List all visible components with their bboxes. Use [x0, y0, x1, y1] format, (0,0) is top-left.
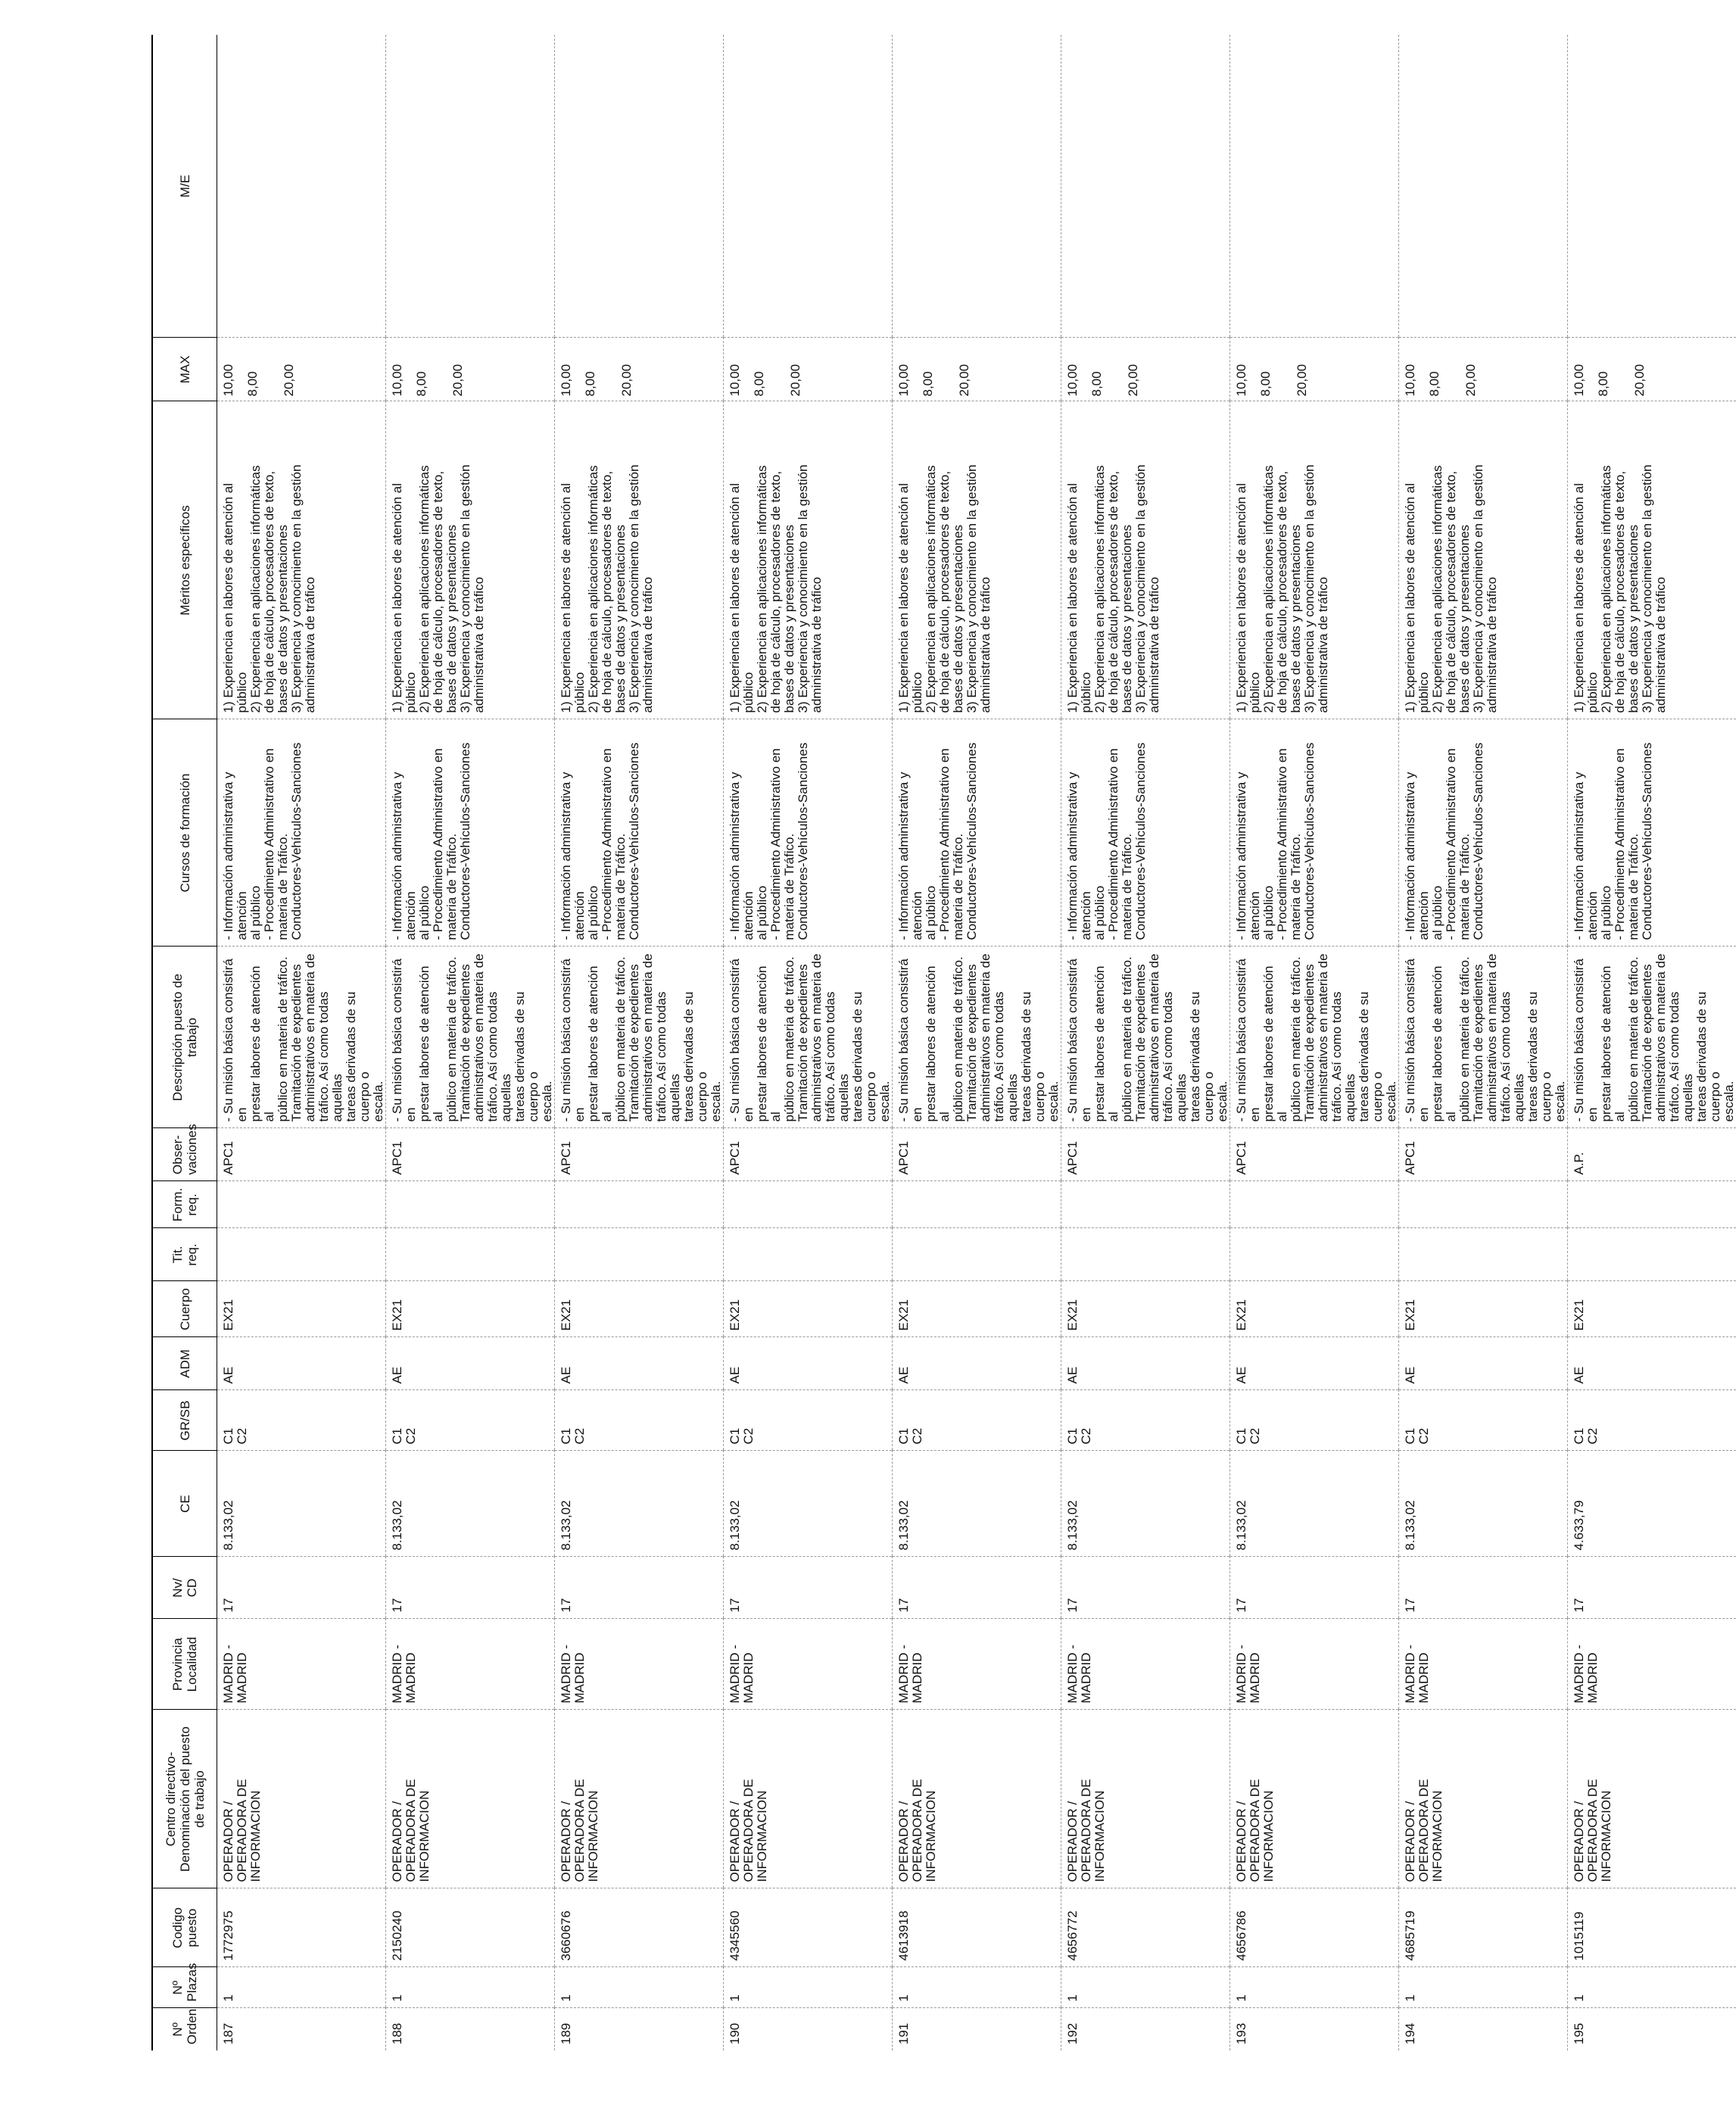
cell-meritos: 1) Experiencia en labores de atención al público 2) Experiencia en aplicaciones informáticas de hoja de cálculo, procesadores de texto, bases de datos y presentaciones 3) Experiencia y conocimiento en la gestión administrativa de tráfico	[217, 401, 386, 719]
cell-cursos: - Información administrativa y atención al público - Procedimiento Administrativo en materia de Tráfico. Conductores-Vehículos-Sanciones	[217, 719, 386, 947]
cell-codigo: 4685719	[1399, 1888, 1568, 1967]
header-meritos: Méritos específicos	[152, 401, 217, 719]
header-grupo: GR/SB	[152, 1390, 217, 1451]
cell-plazas: 1	[555, 1967, 724, 2008]
cell-nivel: 17	[724, 1557, 893, 1619]
cell-descripcion: - Su misión básica consistirá en prestar labores de atención al público en materia de tráfico. Tramitación de expedientes administrativos en materia de tráfico. Así como todas aquellas tareas derivadas de su cuerpo o escala.	[555, 947, 724, 1128]
cell-adm: AE	[386, 1337, 555, 1390]
cell-meritos: 1) Experiencia en labores de atención al público 2) Experiencia en aplicaciones informáticas de hoja de cálculo, procesadores de texto, bases de datos y presentaciones 3) Experiencia y conocimiento en la gestión administrativa de tráfico	[1061, 401, 1230, 719]
cell-cursos: - Información administrativa y atención al público - Procedimiento Administrativo en materia de Tráfico. Conductores-Vehículos-Sanciones	[1230, 719, 1399, 947]
cell-max	[555, 338, 724, 401]
header-me: M/E	[152, 35, 217, 338]
cell-titulacion	[555, 1228, 724, 1281]
table-row	[386, 35, 555, 2051]
cell-me	[724, 35, 893, 338]
header-cuerpo: Cuerpo	[152, 1281, 217, 1337]
cell-meritos: 1) Experiencia en labores de atención al público 2) Experiencia en aplicaciones informáticas de hoja de cálculo, procesadores de texto, bases de datos y presentaciones 3) Experiencia y conocimiento en la gestión administrativa de tráfico	[386, 401, 555, 719]
cell-descripcion: - Su misión básica consistirá en prestar labores de atención al público en materia de tráfico. Tramitación de expedientes administrativos en materia de tráfico. Así como todas aquellas tareas derivadas de su cuerpo o escala.	[386, 947, 555, 1128]
cell-codigo: 4656786	[1230, 1888, 1399, 1967]
cell-adm: AE	[1568, 1337, 1736, 1390]
cell-observaciones: APC1	[724, 1128, 893, 1181]
table-row	[1230, 35, 1399, 2051]
cell-titulacion	[217, 1228, 386, 1281]
cell-titulacion	[1230, 1228, 1399, 1281]
max-value: 8,00	[583, 371, 597, 397]
cell-me	[1061, 35, 1230, 338]
max-value: 10,00	[896, 363, 911, 397]
cell-centro: OPERADOR / OPERADORA DE INFORMACION	[386, 1710, 555, 1888]
cell-adm: AE	[1061, 1337, 1230, 1390]
cell-orden: 192	[1061, 2008, 1230, 2051]
max-value: 8,00	[921, 371, 935, 397]
header-cursos: Cursos de formación	[152, 719, 217, 947]
cell-adm: AE	[724, 1337, 893, 1390]
max-value: 10,00	[559, 363, 573, 397]
cell-orden: 189	[555, 2008, 724, 2051]
cell-formacion	[724, 1181, 893, 1228]
cell-descripcion: - Su misión básica consistirá en prestar labores de atención al público en materia de tráfico. Tramitación de expedientes administrativos en materia de tráfico. Así como todas aquellas tareas derivadas de su cuerpo o escala.	[1061, 947, 1230, 1128]
cell-ce: 8.133,02	[1399, 1451, 1568, 1557]
cell-meritos: 1) Experiencia en labores de atención al público 2) Experiencia en aplicaciones informáticas de hoja de cálculo, procesadores de texto, bases de datos y presentaciones 3) Experiencia y conocimiento en la gestión administrativa de tráfico	[555, 401, 724, 719]
max-value: 20,00	[1126, 363, 1140, 397]
max-value: 20,00	[619, 363, 634, 397]
cell-provincia: MADRID - MADRID	[724, 1619, 893, 1710]
cell-formacion	[555, 1181, 724, 1228]
cell-cuerpo: EX21	[724, 1281, 893, 1337]
cell-codigo: 1015119	[1568, 1888, 1736, 1967]
cell-max	[217, 338, 386, 401]
cell-centro: OPERADOR / OPERADORA DE INFORMACION	[555, 1710, 724, 1888]
cell-titulacion	[724, 1228, 893, 1281]
cell-cuerpo: EX21	[386, 1281, 555, 1337]
max-value: 8,00	[245, 371, 260, 397]
cell-titulacion	[1061, 1228, 1230, 1281]
cell-max	[724, 338, 893, 401]
cell-formacion	[1230, 1181, 1399, 1228]
cell-codigo: 3660676	[555, 1888, 724, 1967]
cell-centro: OPERADOR / OPERADORA DE INFORMACION	[724, 1710, 893, 1888]
max-value: 8,00	[1258, 371, 1273, 397]
header-plazas: Nº Plazas	[152, 1967, 217, 2008]
max-value: 20,00	[788, 363, 803, 397]
cell-me	[1568, 35, 1736, 338]
table-row	[1568, 35, 1736, 2051]
header-adm: ADM	[152, 1337, 217, 1390]
cell-provincia: MADRID - MADRID	[893, 1619, 1061, 1710]
cell-codigo: 2150240	[386, 1888, 555, 1967]
cell-centro: OPERADOR / OPERADORA DE INFORMACION	[1568, 1710, 1736, 1888]
cell-adm: AE	[1230, 1337, 1399, 1390]
cell-centro: OPERADOR / OPERADORA DE INFORMACION	[217, 1710, 386, 1888]
max-value: 10,00	[1403, 363, 1417, 397]
cell-observaciones: APC1	[1230, 1128, 1399, 1181]
cell-titulacion	[386, 1228, 555, 1281]
cell-meritos: 1) Experiencia en labores de atención al público 2) Experiencia en aplicaciones informáticas de hoja de cálculo, procesadores de texto, bases de datos y presentaciones 3) Experiencia y conocimiento en la gestión administrativa de tráfico	[1568, 401, 1736, 719]
cell-descripcion: - Su misión básica consistirá en prestar labores de atención al público en materia de tráfico. Tramitación de expedientes administrativos en materia de tráfico. Así como todas aquellas tareas derivadas de su cuerpo o escala.	[217, 947, 386, 1128]
table-row	[555, 35, 724, 2051]
cell-ce: 4.633,79	[1568, 1451, 1736, 1557]
cell-observaciones: APC1	[555, 1128, 724, 1181]
cell-cursos: - Información administrativa y atención al público - Procedimiento Administrativo en materia de Tráfico. Conductores-Vehículos-Sanciones	[386, 719, 555, 947]
cell-grupo: C1 C2	[217, 1390, 386, 1451]
cell-meritos: 1) Experiencia en labores de atención al público 2) Experiencia en aplicaciones informáticas de hoja de cálculo, procesadores de texto, bases de datos y presentaciones 3) Experiencia y conocimiento en la gestión administrativa de tráfico	[1399, 401, 1568, 719]
cell-nivel: 17	[217, 1557, 386, 1619]
cell-me	[1230, 35, 1399, 338]
cell-nivel: 17	[386, 1557, 555, 1619]
cell-grupo: C1 C2	[555, 1390, 724, 1451]
cell-plazas: 1	[1230, 1967, 1399, 2008]
cell-meritos: 1) Experiencia en labores de atención al público 2) Experiencia en aplicaciones informáticas de hoja de cálculo, procesadores de texto, bases de datos y presentaciones 3) Experiencia y conocimiento en la gestión administrativa de tráfico	[1230, 401, 1399, 719]
cell-cuerpo: EX21	[893, 1281, 1061, 1337]
cell-cursos: - Información administrativa y atención al público - Procedimiento Administrativo en materia de Tráfico. Conductores-Vehículos-Sanciones	[1061, 719, 1230, 947]
max-value: 10,00	[1065, 363, 1080, 397]
cell-provincia: MADRID - MADRID	[1399, 1619, 1568, 1710]
header-orden: Nº Orden	[152, 2008, 217, 2051]
cell-grupo: C1 C2	[1399, 1390, 1568, 1451]
cell-max	[893, 338, 1061, 401]
cell-ce: 8.133,02	[217, 1451, 386, 1557]
cell-adm: AE	[893, 1337, 1061, 1390]
header-titulacion: Tit. req.	[152, 1228, 217, 1281]
cell-formacion	[893, 1181, 1061, 1228]
cell-cuerpo: EX21	[555, 1281, 724, 1337]
cell-cuerpo: EX21	[1399, 1281, 1568, 1337]
cell-plazas: 1	[724, 1967, 893, 2008]
header-max: MAX	[152, 338, 217, 401]
cell-orden: 194	[1399, 2008, 1568, 2051]
cell-descripcion: - Su misión básica consistirá en prestar labores de atención al público en materia de tráfico. Tramitación de expedientes administrativos en materia de tráfico. Así como todas aquellas tareas derivadas de su cuerpo o escala.	[724, 947, 893, 1128]
cell-ce: 8.133,02	[893, 1451, 1061, 1557]
max-value: 8,00	[1596, 371, 1610, 397]
cell-cursos: - Información administrativa y atención al público - Procedimiento Administrativo en materia de Tráfico. Conductores-Vehículos-Sanciones	[1399, 719, 1568, 947]
cell-orden: 193	[1230, 2008, 1399, 2051]
cell-descripcion: - Su misión básica consistirá en prestar labores de atención al público en materia de tráfico. Tramitación de expedientes administrativos en materia de tráfico. Así como todas aquellas tareas derivadas de su cuerpo o escala.	[1230, 947, 1399, 1128]
cell-grupo: C1 C2	[386, 1390, 555, 1451]
cell-cuerpo: EX21	[217, 1281, 386, 1337]
cell-ce: 8.133,02	[1230, 1451, 1399, 1557]
cell-centro: OPERADOR / OPERADORA DE INFORMACION	[893, 1710, 1061, 1888]
header-centro: Centro directivo- Denominación del puesto de trabajo	[152, 1710, 217, 1888]
max-value: 8,00	[1089, 371, 1104, 397]
cell-observaciones: A.P.	[1568, 1128, 1736, 1181]
cell-ce: 8.133,02	[555, 1451, 724, 1557]
cell-observaciones: APC1	[1061, 1128, 1230, 1181]
header-codigo: Codigo puesto	[152, 1888, 217, 1967]
cell-me	[893, 35, 1061, 338]
table-row	[1399, 35, 1568, 2051]
max-value: 10,00	[1572, 363, 1586, 397]
max-value: 10,00	[1234, 363, 1248, 397]
cell-descripcion: - Su misión básica consistirá en prestar labores de atención al público en materia de tráfico. Tramitación de expedientes administrativos en materia de tráfico. Así como todas aquellas tareas derivadas de su cuerpo o escala.	[1568, 947, 1736, 1128]
cell-max	[1061, 338, 1230, 401]
cell-provincia: MADRID - MADRID	[1061, 1619, 1230, 1710]
cell-nivel: 17	[1230, 1557, 1399, 1619]
cell-formacion	[386, 1181, 555, 1228]
cell-cursos: - Información administrativa y atención al público - Procedimiento Administrativo en materia de Tráfico. Conductores-Vehículos-Sanciones	[893, 719, 1061, 947]
cell-formacion	[1568, 1181, 1736, 1228]
cell-nivel: 17	[1568, 1557, 1736, 1619]
max-value: 20,00	[1463, 363, 1478, 397]
cell-formacion	[1061, 1181, 1230, 1228]
max-value: 8,00	[752, 371, 766, 397]
cell-grupo: C1 C2	[1230, 1390, 1399, 1451]
cell-observaciones: APC1	[893, 1128, 1061, 1181]
cell-orden: 195	[1572, 2022, 1586, 2044]
cell-orden: 188	[386, 2008, 555, 2051]
cell-orden: 190	[724, 2008, 893, 2051]
cell-provincia: MADRID - MADRID	[1230, 1619, 1399, 1710]
cell-cursos: - Información administrativa y atención al público - Procedimiento Administrativo en materia de Tráfico. Conductores-Vehículos-Sanciones	[1568, 719, 1736, 947]
cell-plazas: 1	[1061, 1967, 1230, 2008]
table-row	[217, 35, 386, 2051]
cell-ce: 8.133,02	[386, 1451, 555, 1557]
cell-me	[555, 35, 724, 338]
header-provincia: Provincia Localidad	[152, 1619, 217, 1710]
cell-grupo: C1 C2	[893, 1390, 1061, 1451]
cell-centro: OPERADOR / OPERADORA DE INFORMACION	[1399, 1710, 1568, 1888]
header-descripcion: Descripción puesto de trabajo	[152, 947, 217, 1128]
cell-descripcion: - Su misión básica consistirá en prestar labores de atención al público en materia de tráfico. Tramitación de expedientes administrativos en materia de tráfico. Así como todas aquellas tareas derivadas de su cuerpo o escala.	[893, 947, 1061, 1128]
cell-max	[1399, 338, 1568, 401]
cell-max	[386, 338, 555, 401]
cell-adm: AE	[1399, 1337, 1568, 1390]
cell-provincia: MADRID - MADRID	[555, 1619, 724, 1710]
cell-orden: 191	[893, 2008, 1061, 2051]
cell-plazas: 1	[217, 1967, 386, 2008]
cell-plazas: 1	[386, 1967, 555, 2008]
cell-me	[386, 35, 555, 338]
cell-adm: AE	[217, 1337, 386, 1390]
cell-me	[217, 35, 386, 338]
cell-nivel: 17	[1061, 1557, 1230, 1619]
cell-meritos: 1) Experiencia en labores de atención al público 2) Experiencia en aplicaciones informáticas de hoja de cálculo, procesadores de texto, bases de datos y presentaciones 3) Experiencia y conocimiento en la gestión administrativa de tráfico	[893, 401, 1061, 719]
cell-provincia: MADRID - MADRID	[1568, 1619, 1736, 1710]
table-row	[893, 35, 1061, 2051]
cell-cuerpo: EX21	[1061, 1281, 1230, 1337]
cell-descripcion: - Su misión básica consistirá en prestar labores de atención al público en materia de tráfico. Tramitación de expedientes administrativos en materia de tráfico. Así como todas aquellas tareas derivadas de su cuerpo o escala.	[1399, 947, 1568, 1128]
cell-nivel: 17	[555, 1557, 724, 1619]
max-value: 8,00	[414, 371, 429, 397]
cell-observaciones: APC1	[386, 1128, 555, 1181]
cell-plazas: 1	[1399, 1967, 1568, 2008]
max-value: 10,00	[728, 363, 742, 397]
cell-grupo: C1 C2	[1061, 1390, 1230, 1451]
header-formacion: Form. req.	[152, 1181, 217, 1228]
header-ce: CE	[152, 1451, 217, 1557]
cell-ce: 8.133,02	[724, 1451, 893, 1557]
cell-codigo: 4345560	[724, 1888, 893, 1967]
cell-codigo: 4656772	[1061, 1888, 1230, 1967]
cell-centro: OPERADOR / OPERADORA DE INFORMACION	[1061, 1710, 1230, 1888]
cell-observaciones: APC1	[1399, 1128, 1568, 1181]
cell-codigo: 1772975	[217, 1888, 386, 1967]
cell-plazas: 1	[1568, 1967, 1736, 2008]
cell-cursos: - Información administrativa y atención al público - Procedimiento Administrativo en materia de Tráfico. Conductores-Vehículos-Sanciones	[555, 719, 724, 947]
cell-codigo: 4613918	[893, 1888, 1061, 1967]
cell-meritos: 1) Experiencia en labores de atención al público 2) Experiencia en aplicaciones informáticas de hoja de cálculo, procesadores de texto, bases de datos y presentaciones 3) Experiencia y conocimiento en la gestión administrativa de tráfico	[724, 401, 893, 719]
max-value: 20,00	[1632, 363, 1647, 397]
vacancies-table	[151, 35, 1736, 2051]
cell-grupo: C1 C2	[1568, 1390, 1736, 1451]
cell-nivel: 17	[1399, 1557, 1568, 1619]
max-value: 10,00	[390, 363, 404, 397]
table-row	[1061, 35, 1230, 2051]
cell-nivel: 17	[893, 1557, 1061, 1619]
cell-titulacion	[1399, 1228, 1568, 1281]
cell-ce: 8.133,02	[1061, 1451, 1230, 1557]
max-value: 20,00	[1295, 363, 1309, 397]
header-observaciones: Obser- vaciones	[152, 1128, 217, 1181]
cell-max	[1230, 338, 1399, 401]
max-value: 20,00	[282, 363, 296, 397]
cell-provincia: MADRID - MADRID	[217, 1619, 386, 1710]
cell-cursos: - Información administrativa y atención al público - Procedimiento Administrativo en materia de Tráfico. Conductores-Vehículos-Sanciones	[724, 719, 893, 947]
cell-adm: AE	[555, 1337, 724, 1390]
cell-formacion	[217, 1181, 386, 1228]
header-row	[152, 35, 217, 2051]
max-value: 20,00	[957, 363, 971, 397]
cell-observaciones: APC1	[217, 1128, 386, 1181]
cell-grupo: C1 C2	[724, 1390, 893, 1451]
cell-orden: 187	[217, 2008, 386, 2051]
cell-cuerpo: EX21	[1568, 1281, 1736, 1337]
header-nivel: Nv/ CD	[152, 1557, 217, 1619]
cell-formacion	[1399, 1181, 1568, 1228]
cell-centro: OPERADOR / OPERADORA DE INFORMACION	[1230, 1710, 1399, 1888]
cell-plazas: 1	[893, 1967, 1061, 2008]
cell-me	[1399, 35, 1568, 338]
max-value: 10,00	[221, 363, 235, 397]
cell-max	[1568, 338, 1736, 401]
table-row	[724, 35, 893, 2051]
cell-provincia: MADRID - MADRID	[386, 1619, 555, 1710]
cell-titulacion	[893, 1228, 1061, 1281]
max-value: 8,00	[1427, 371, 1441, 397]
cell-cuerpo: EX21	[1230, 1281, 1399, 1337]
cell-titulacion	[1568, 1228, 1736, 1281]
max-value: 20,00	[450, 363, 465, 397]
